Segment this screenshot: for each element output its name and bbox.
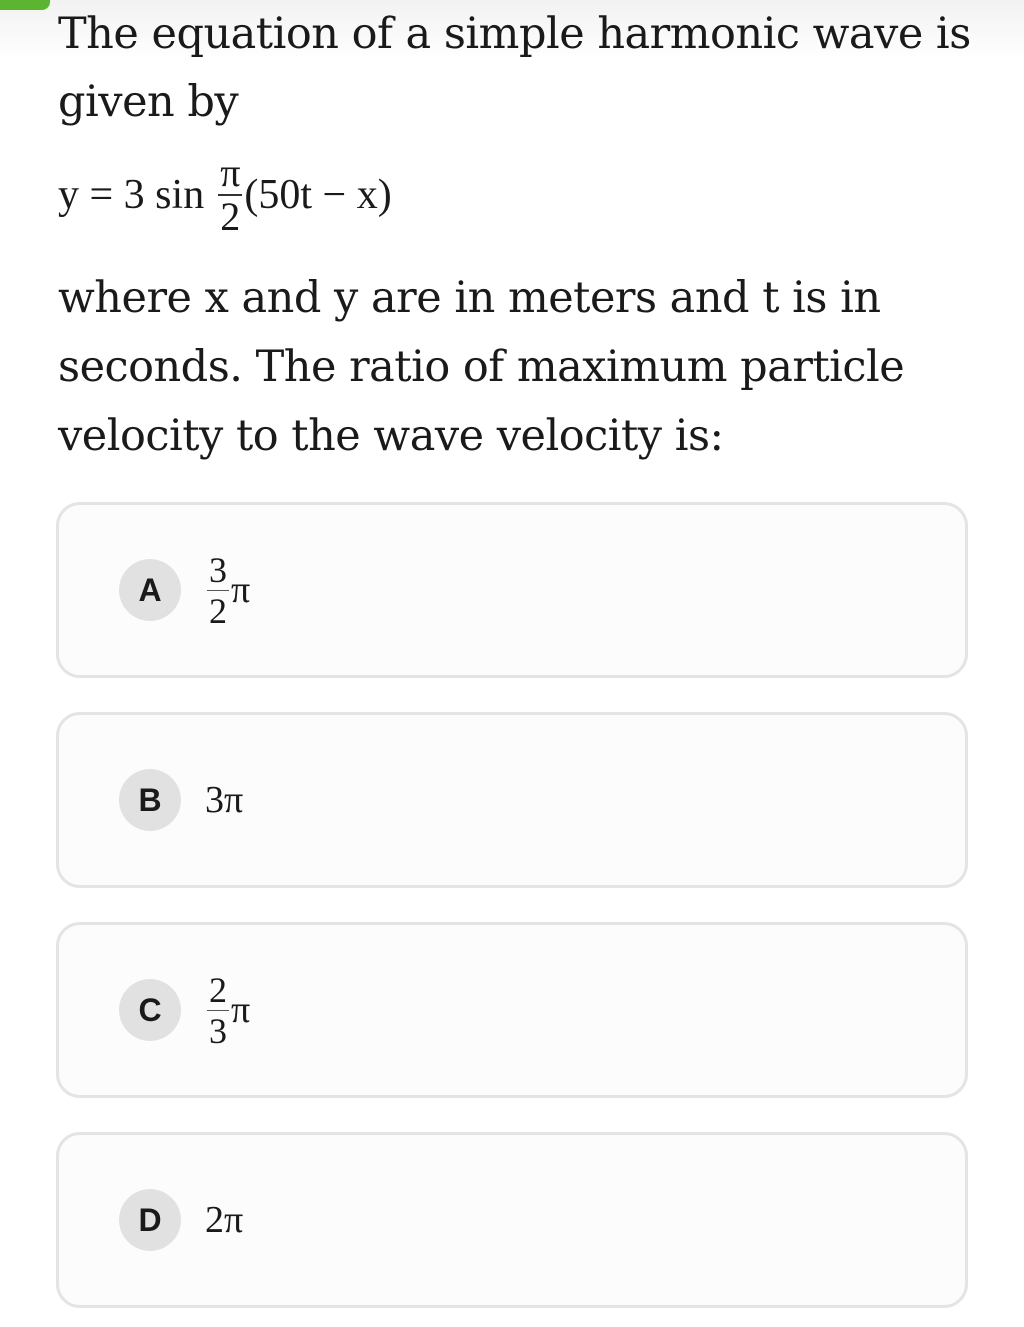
option-letter-badge: B <box>119 769 181 831</box>
option-letter-badge: A <box>119 559 181 621</box>
progress-indicator <box>0 0 50 10</box>
fraction-denominator: 3 <box>209 1010 227 1051</box>
option-suffix: π <box>231 569 251 611</box>
question-line-1: The equation of a simple harmonic wave is <box>58 9 971 59</box>
fraction-denominator: 2 <box>209 590 227 631</box>
equation-fraction <box>218 152 242 238</box>
option-d[interactable] <box>56 1132 968 1308</box>
option-fraction <box>207 970 229 1051</box>
question-paragraph: where x and y are in meters and t is in seconds. The ratio of maximum particle velocity to the wave velocity is: <box>58 273 905 461</box>
equation <box>58 150 392 240</box>
option-c[interactable] <box>56 922 968 1098</box>
fraction-numerator: 2 <box>209 969 227 1010</box>
fraction-denominator: 2 <box>220 194 241 239</box>
option-value <box>205 970 250 1051</box>
question-line-2: given by <box>58 77 239 127</box>
option-b[interactable] <box>56 712 968 888</box>
option-value: 3π <box>205 779 244 821</box>
fraction-numerator: 3 <box>209 549 227 590</box>
option-letter-badge: D <box>119 1189 181 1251</box>
question-text <box>58 0 988 136</box>
equation-rest: (50t − x) <box>244 172 392 218</box>
option-letter-badge: C <box>119 979 181 1041</box>
option-a[interactable] <box>56 502 968 678</box>
equation-lhs: y = 3 sin <box>58 172 205 218</box>
option-value <box>205 550 250 631</box>
fraction-numerator: π <box>220 150 241 195</box>
option-suffix: π <box>231 989 251 1031</box>
option-fraction <box>207 550 229 631</box>
option-value: 2π <box>205 1199 244 1241</box>
